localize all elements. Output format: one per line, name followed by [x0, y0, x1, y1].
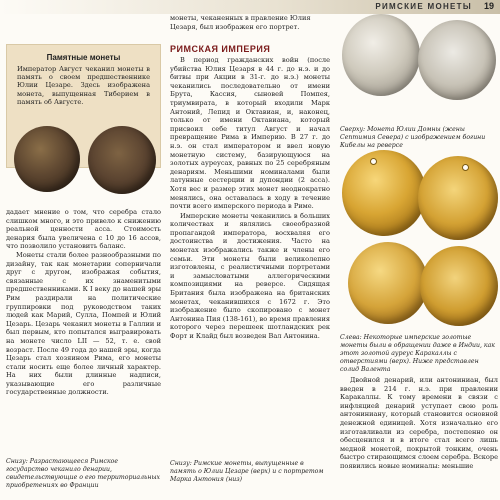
bronze-coin-image: [14, 126, 80, 192]
left-column-text: [6, 208, 161, 397]
bronze-coin-image: [88, 126, 156, 194]
running-header-title: РИМСКИЕ МОНЕТЫ: [375, 2, 472, 11]
coin-hole: [370, 158, 377, 165]
image-caption: Сверху: Монета Юлии Домны (жены Септимия Севера) с изображением богини Кибелы на реверсе: [340, 126, 486, 149]
page-number: 19: [483, 1, 494, 11]
paragraph: Имперские монеты чеканились в больших количествах и являлись своеобразной пропагандой императора, восхваляя его достоинства и достижения. Часто на монетах изображались также и члены его семьи. Эти монеты были великолепно изготовлены, с реалистичными портретами и замысловатыми аллегорическими композициями на реверсе. Сидящая Британия была изображена на британских монетах, чеканившихся с 1672 г. Это изображение было скопировано с монет Антонина Пия (138-161), во время правления которого через перешеек шотландских рек Форт и Клайд был возведен Вал Антонина.: [170, 211, 330, 340]
gold-coin-image: [420, 246, 498, 326]
right-column-text: [340, 376, 498, 471]
middle-top-text: монеты, чеканенных в правление Юлия Цезаря, был изображен его портрет.: [170, 14, 311, 31]
gold-coin-image: [348, 242, 428, 324]
silver-coin-image: [418, 20, 496, 100]
middle-column-text: [170, 56, 330, 342]
paragraph: дадает мнение о том, что серебра стало слишком много, и это привело к снижению реальной ценности асса. Стоимость денария была увеличена с 10 до 16 ассов, что позволило установить баланс.: [6, 208, 161, 251]
silver-coin-image: [342, 14, 420, 96]
sidebar-title: Памятные монеты: [46, 53, 121, 62]
coin-hole: [462, 164, 469, 171]
gold-coin-image: [342, 150, 426, 236]
paragraph: Двойной денарий, или антониниан, был введен в 214 г. н.э. при правлении Каракаллы. К тому времени в связи с инфляцией денарий уступает свою роль антониниану, который становится основной денежной единицей. Хотя изначально его изготавливали из серебра, постепенно он обесценился и в итоге стал всего лишь медной монетой, покрытой тонким, очень быстро стирающимся слоем серебра. Вскоре появились новые номиналы: меньшие: [340, 376, 498, 470]
gold-coin-image: [418, 156, 498, 240]
sidebar-text: Император Август чеканил монеты в память о своем предшественнике Юлии Цезаре. Здесь изображена монета, выпущенная Тиберием в память об Августе.: [17, 65, 150, 106]
section-heading: РИМСКАЯ ИМПЕРИЯ: [170, 44, 271, 54]
paragraph: В период гражданских войн (после убийства Юлия Цезаря в 44 г. до н.э. и до битвы при Акции в 31-г. до н.э.) монеты чеканились последовательно от имени Брута, Кассия, сыновей Помпея, триумвирата, в который входили Марк Антоний, Лепид и Октавиан, и, наконец, только от имени Октавиана, который присвоил себе титул Август и начал превращение Рима в Империю. В 27 г. до н.э. он стал императором и ввел новую монетную систему, базирующуюся на золотых ауреусах, равных по 25 серебряным денариям. Меньшими номиналами были латунные сестерции и дупондии (2 асса). Хотя вес и размер этих монет неоднократно менялись, она оставалась в ходу в течение почти всего имперского периода в Риме.: [170, 56, 330, 211]
image-caption: Снизу: Римские монеты, выпущенные в память о Юлии Цезаре (верх) и с портретом Марка Антония (низ): [170, 460, 324, 483]
image-caption: Снизу: Разрастающееся Римское государство чеканило денарии, свидетельствующие о его территориальных приобретениях во Франции: [6, 458, 160, 489]
paragraph: Монеты стали более разнообразными по дизайну, так как монетарии соперничали друг с другом, изображая события, связанные с их знаменитыми предшественниками. К I веку до нашей эры Рим раздирали на политические группировки под руководством таких людей как Марий, Сулла, Помпей и Юлий Цезарь. Цезарь чеканил монеты в Галлии и был первым, кто попытался выгравировать на монете число LII — 52, т. е. свой возраст. После 49 года до нашей эры, когда Цезарь стал хозяином Рима, его монеты стали носить еще более личный характер. На них были длинные надписи, указывающие его различные государственные должности.: [6, 250, 161, 397]
image-caption: Слева: Некоторые имперские золотые монеты были в обращении даже в Индии, как этот золотой ауреус Каракаллы с отверстиями (верх). Ниже представлен солид Валента: [340, 334, 495, 373]
